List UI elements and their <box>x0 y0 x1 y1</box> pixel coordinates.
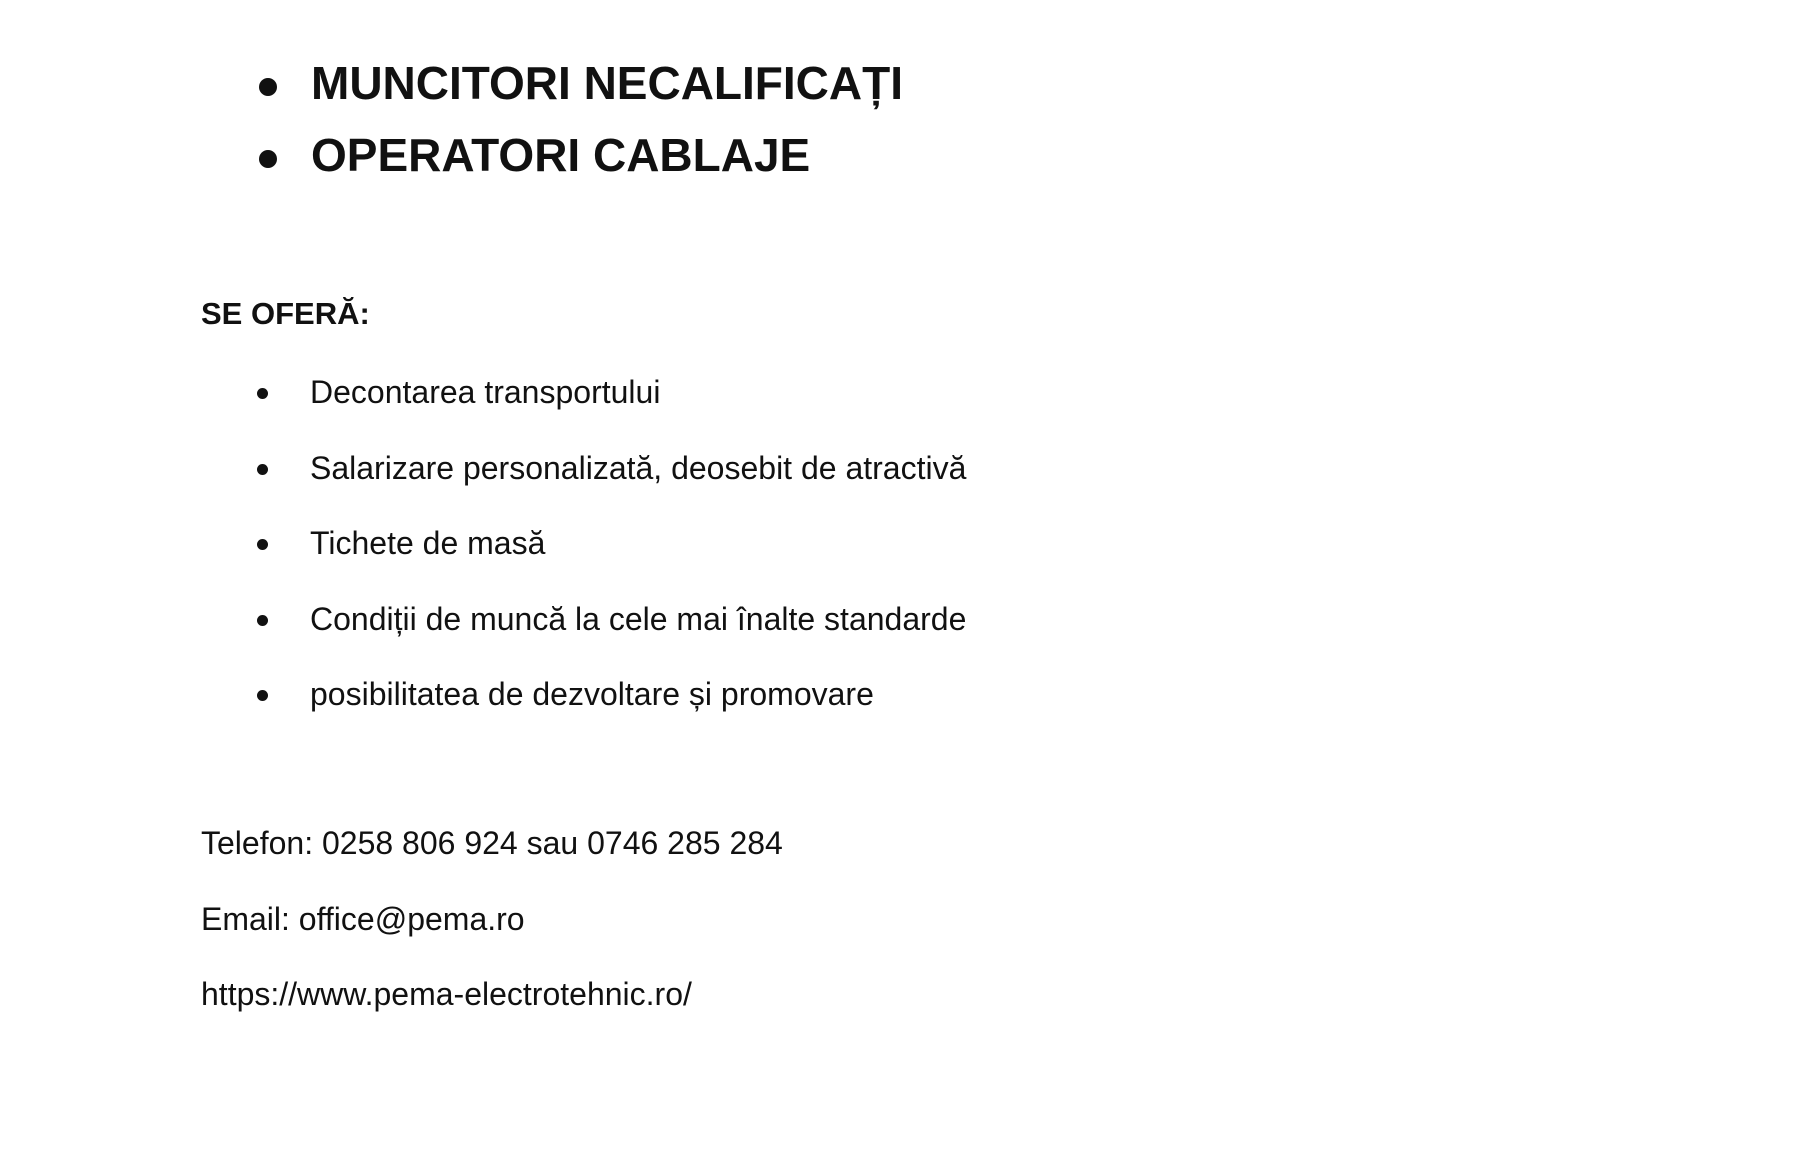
offer-heading: SE OFERĂ: <box>201 296 370 331</box>
phone-text: Telefon: 0258 806 924 sau 0746 285 284 <box>201 825 783 861</box>
offer-label: posibilitatea de dezvoltare și promovare <box>310 676 874 712</box>
position-label: MUNCITORI NECALIFICAȚI <box>311 57 904 109</box>
website-text: https://www.pema-electrotehnic.ro/ <box>201 976 692 1012</box>
bullet-icon <box>257 615 268 626</box>
offer-label: Decontarea transportului <box>310 374 661 410</box>
offer-label: Salarizare personalizată, deosebit de atractivă <box>310 449 967 486</box>
email-text: Email: office@pema.ro <box>201 900 525 937</box>
bullet-icon <box>257 539 268 550</box>
bullet-icon <box>257 690 268 701</box>
offer-label: Condiții de muncă la cele mai înalte standarde <box>310 600 967 637</box>
bullet-icon <box>257 464 268 475</box>
bullet-icon <box>257 388 268 399</box>
bullet-icon <box>259 78 277 96</box>
offer-label: Tichete de masă <box>310 525 546 561</box>
position-label: OPERATORI CABLAJE <box>311 129 811 181</box>
contact-block <box>201 822 783 1049</box>
bullet-icon <box>259 150 277 168</box>
